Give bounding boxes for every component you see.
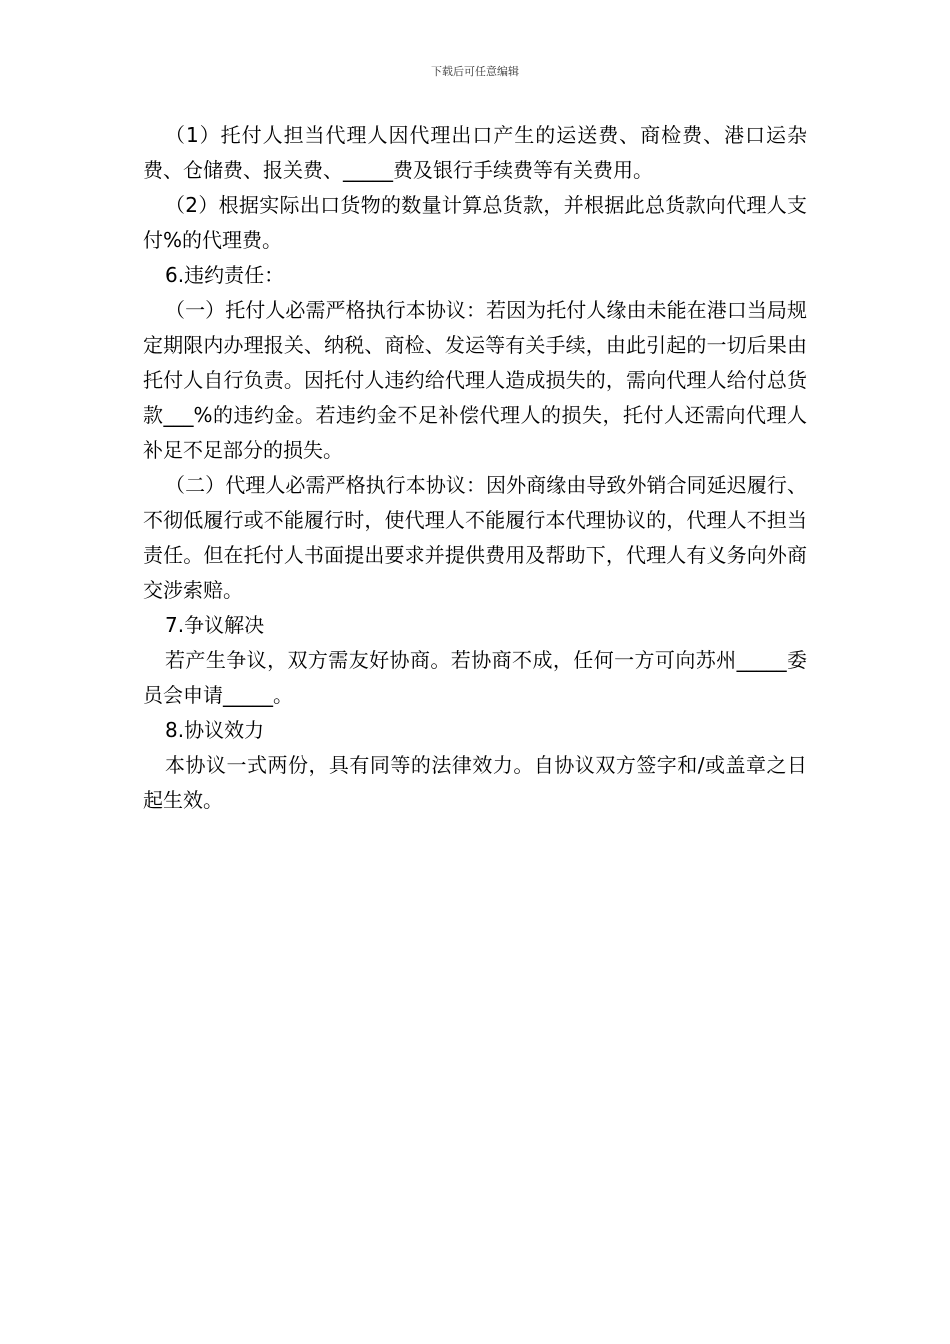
breach-clause-2: （二）代理人必需严格执行本协议：因外商缘由导致外销合同延迟履行、不彻低履行或不能履行时，使代理人不能履行本代理协议的，代理人不担当责任。但在托付人书面提出要求并提供费用及帮助下，代理人有义务向外商交涉索赔。: [143, 473, 807, 602]
section-heading-dispute: 7.争议解决: [165, 613, 265, 637]
page-header: 下载后可任意编辑: [431, 65, 519, 78]
validity-clause: 本协议一式两份，具有同等的法律效力。自协议双方签字和/或盖章之日起生效。: [143, 753, 807, 812]
document-body: [143, 118, 807, 818]
section-heading-validity: 8.协议效力: [165, 718, 265, 742]
fee-clause-1: （1）托付人担当代理人因代理出口产生的运送费、商检费、港口运杂费、仓储费、报关费、_____费及银行手续费等有关费用。: [143, 123, 807, 182]
dispute-clause: 若产生争议，双方需友好协商。若协商不成，任何一方可向苏州_____委员会申请_____。: [143, 648, 807, 707]
section-heading-breach: 6.违约责任：: [165, 263, 285, 287]
fee-clause-2: （2）根据实际出口货物的数量计算总货款，并根据此总货款向代理人支付%的代理费。: [143, 193, 807, 252]
breach-clause-1: （一）托付人必需严格执行本协议：若因为托付人缘由未能在港口当局规定期限内办理报关、纳税、商检、发运等有关手续，由此引起的一切后果由托付人自行负责。因托付人违约给代理人造成损失的，需向代理人给付总货款___%的违约金。若违约金不足补偿代理人的损失，托付人还需向代理人补足不足部分的损失。: [143, 298, 807, 462]
